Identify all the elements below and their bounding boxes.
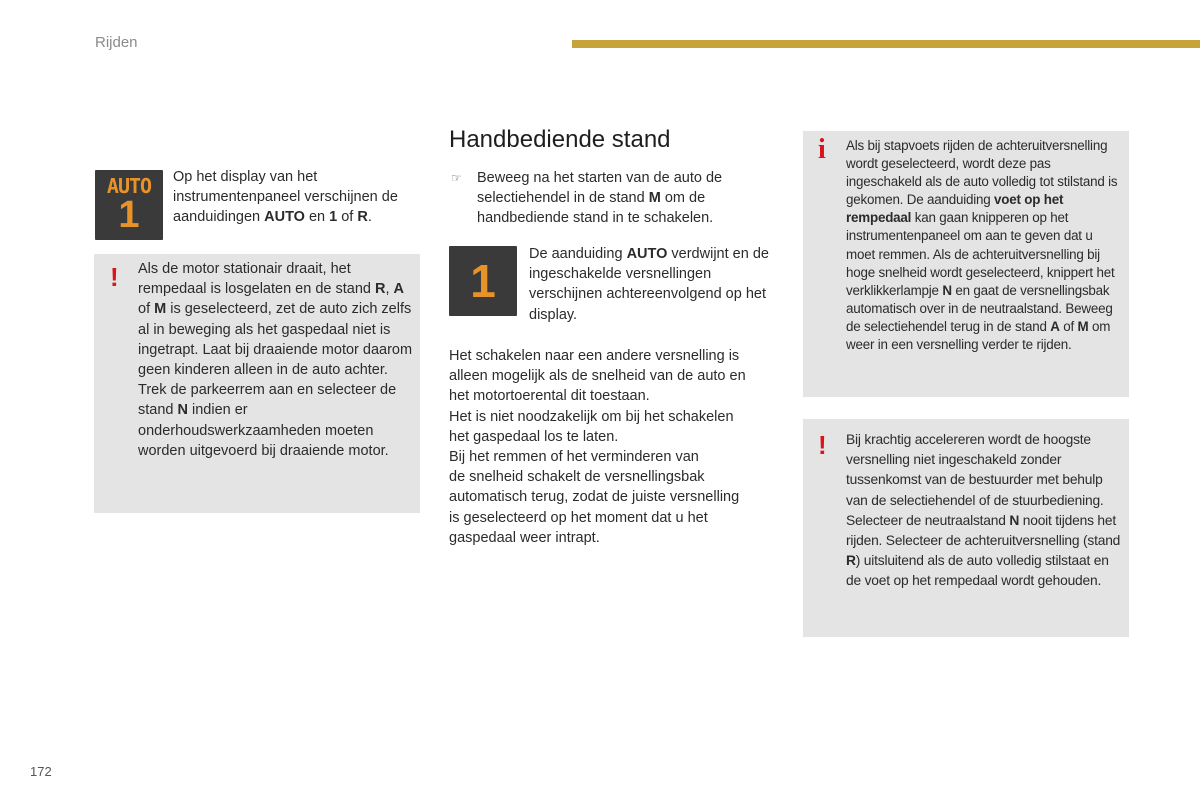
warning-icon: ! <box>818 430 827 460</box>
arrow-bullet-icon: ☞ <box>451 171 462 185</box>
display-auto-text: AUTO <box>106 174 152 198</box>
middle-bullet-text: Beweeg na het starten van de auto de selectiehendel in de stand M om de handbediende stand in te schakelen. <box>477 170 723 227</box>
header-accent-bar <box>572 40 1200 48</box>
middle-display-note: De aanduiding AUTO verdwijnt en de ingeschakelde versnellingen verschijnen achtereenvolgend op het display. <box>529 246 769 323</box>
info-icon: i <box>818 134 826 165</box>
right-warning-text: Bij krachtig accelereren wordt de hoogste versnelling niet ingeschakeld zonder tussenkomst van de bestuurder met behulp van de selectiehendel of de stuurbediening. Selecteer de neutraalstand N nooit tijdens het rijden. Selecteer de achteruitversnelling (stand R) uitsluitend als de auto volledig stilstaat en de voet op het rempedaal wordt gehouden. <box>846 432 1121 589</box>
section-title: Rijden <box>95 34 138 51</box>
display-gear-text: 1 <box>470 255 496 307</box>
page-heading: Handbediende stand <box>449 126 671 153</box>
gear-1-display-icon <box>449 246 517 316</box>
auto-1-display-icon <box>95 170 163 240</box>
warning-icon: ! <box>110 262 119 292</box>
left-intro-text: Op het display van het instrumentenpaneel verschijnen de aanduidingen AUTO en 1 of R. <box>173 169 398 226</box>
left-warning-text: Als de motor stationair draait, het rempedaal is losgelaten en de stand R, A of M is geselecteerd, zet de auto zich zelfs al in beweging als het gaspedaal niet is ingetrapt. Laat bij draaiende motor daarom geen kinderen alleen in de auto achter. Trek de parkeerrem aan en selecteer de stand N indien er onderhoudswerkzaamheden moeten worden uitgevoerd bij draaiende motor. <box>138 261 413 459</box>
right-info-text: Als bij stapvoets rijden de achteruitversnelling wordt geselecteerd, wordt deze pas ingeschakeld als de auto volledig tot stilstand is gekomen. De aanduiding voet op het rempedaal kan gaan knipperen op het instrumentenpaneel om aan te geven dat u moet remmen. Als de achteruitversnelling bij hoge snelheid wordt geselecteerd, knippert het verklikkerlampje N en gaat de versnellingsbak automatisch over in de neutraalstand. Beweeg de selectiehendel terug in de stand A of M om weer in een versnelling verder te rijden. <box>846 138 1118 353</box>
page-number: 172 <box>30 764 52 779</box>
display-gear-text: 1 <box>118 194 140 236</box>
middle-paragraph: Het schakelen naar een andere versnelling is alleen mogelijk als de snelheid van de auto en het motortoerental dit toestaan. Het is niet noodzakelijk om bij het schakelen het gaspedaal los te laten. Bij het remmen of het verminderen van de snelheid schakelt de versnellingsbak automatisch terug, zodat de juiste versnelling is geselecteerd op het moment dat u het gaspedaal weer intrapt. <box>449 348 746 546</box>
